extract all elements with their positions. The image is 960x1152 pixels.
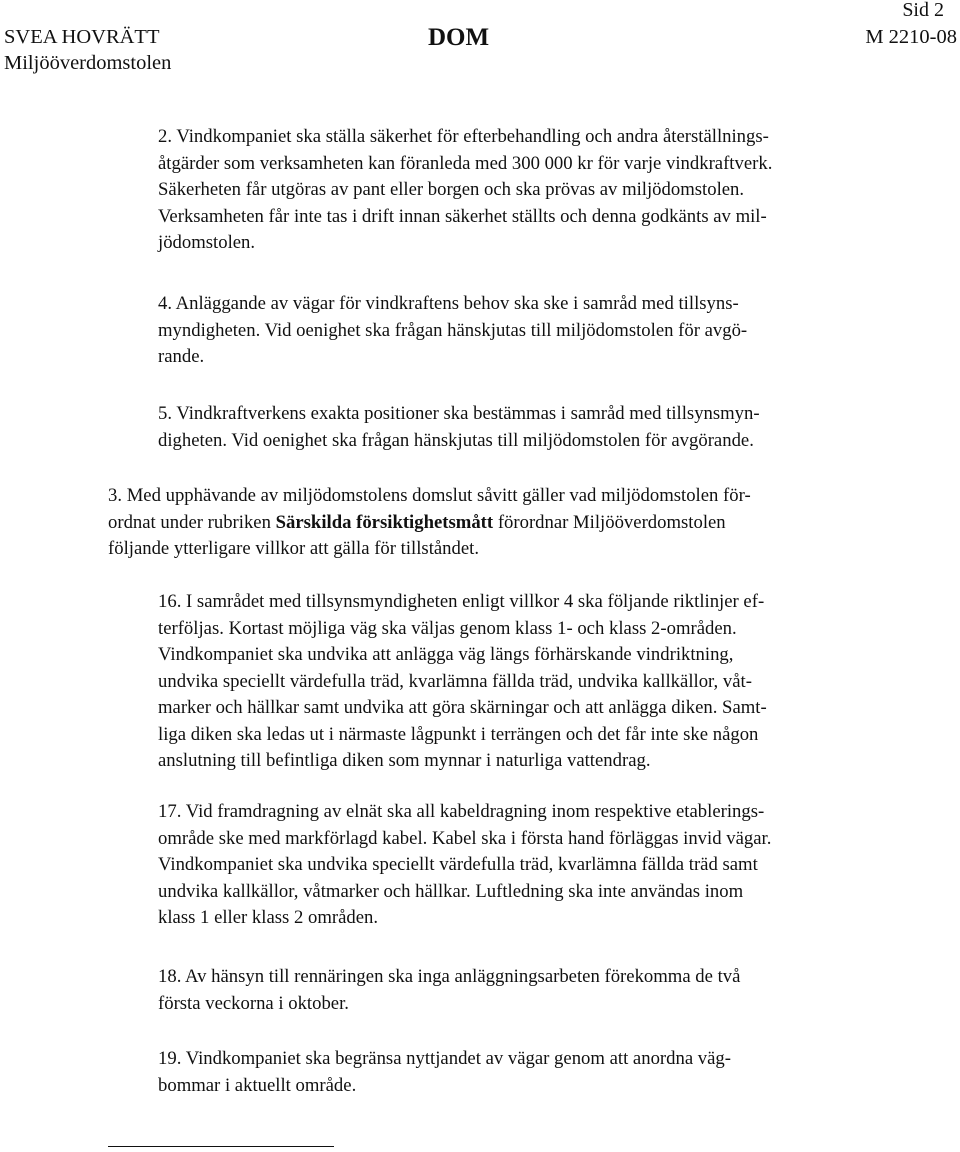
condition-4 bbox=[158, 291, 930, 371]
text-line: 16. I samrådet med tillsynsmyndigheten enligt villkor 4 ska följande riktlinjer ef- bbox=[158, 591, 765, 612]
text-line: åtgärder som verksamheten kan föranleda med 300 000 kr för varje vindkraftverk. bbox=[158, 152, 773, 174]
text-line: 3. Med upphävande av miljödomstolens domslut såvitt gäller vad miljödomstolen för- bbox=[108, 485, 751, 506]
condition-2 bbox=[158, 124, 930, 257]
condition-17 bbox=[158, 799, 930, 932]
text-line: Vindkompaniet ska undvika att anlägga väg längs förhärskande vindriktning, bbox=[158, 644, 734, 665]
text-line: undvika speciellt värdefulla träd, kvarlämna fällda träd, undvika kallkällor, våt- bbox=[158, 670, 752, 692]
text-line: undvika kallkällor, våtmarker och hällkar. Luftledning ska inte användas inom bbox=[158, 880, 744, 902]
text-line: första veckorna i oktober. bbox=[158, 992, 349, 1014]
court-name: SVEA HOVRÄTT bbox=[4, 26, 160, 48]
text-line: Vindkompaniet ska undvika speciellt värdefulla träd, kvarlämna fällda träd samt bbox=[158, 854, 758, 875]
text-line: jödomstolen. bbox=[158, 232, 256, 253]
text-line: anslutning till befintliga diken som mynnar i naturliga vattendrag. bbox=[158, 750, 651, 771]
case-number: M 2210-08 bbox=[865, 26, 957, 48]
text-line bbox=[108, 510, 930, 537]
text-line: följande ytterligare villkor att gälla för tillståndet. bbox=[108, 538, 480, 559]
condition-16 bbox=[158, 589, 930, 775]
header-left bbox=[4, 24, 171, 76]
condition-19 bbox=[158, 1046, 930, 1099]
heading-reference: Särskilda försiktighetsmått bbox=[275, 511, 494, 533]
ruling-3 bbox=[108, 483, 930, 563]
text-line: klass 1 eller klass 2 områden. bbox=[158, 907, 379, 928]
text-line: Säkerheten får utgöras av pant eller borgen och ska prövas av miljödomstolen. bbox=[158, 179, 745, 200]
text-line: bommar i aktuellt område. bbox=[158, 1074, 357, 1096]
page-number: Sid 2 bbox=[902, 0, 944, 21]
text-line: digheten. Vid oenighet ska frågan hänskjutas till miljödomstolen för avgörande. bbox=[158, 429, 754, 451]
text-run: förordnar Miljööverdomstolen bbox=[493, 511, 726, 533]
text-line: terföljas. Kortast möjliga väg ska väljas genom klass 1- och klass 2-områden. bbox=[158, 617, 737, 639]
text-line: marker och hällkar samt undvika att göra skärningar och att anlägga diken. Samt- bbox=[158, 697, 767, 718]
condition-5 bbox=[158, 401, 930, 454]
text-line: 19. Vindkompaniet ska begränsa nyttjandet av vägar genom att anordna väg- bbox=[158, 1048, 731, 1069]
text-line: 5. Vindkraftverkens exakta positioner ska bestämmas i samråd med tillsynsmyn- bbox=[158, 403, 760, 424]
condition-18 bbox=[158, 964, 930, 1017]
text-run: ordnat under rubriken bbox=[108, 511, 276, 533]
text-line: 2. Vindkompaniet ska ställa säkerhet för efterbehandling och andra återställnings- bbox=[158, 126, 769, 147]
text-line: Verksamheten får inte tas i drift innan säkerhet ställts och denna godkänts av mil- bbox=[158, 205, 767, 227]
document-type: DOM bbox=[428, 24, 490, 51]
text-line: område ske med markförlagd kabel. Kabel ska i första hand förläggas invid vägar. bbox=[158, 827, 772, 849]
text-line: liga diken ska ledas ut i närmaste lågpunkt i terrängen och det får inte ske någon bbox=[158, 723, 759, 745]
text-line: 17. Vid framdragning av elnät ska all kabeldragning inom respektive etablerings- bbox=[158, 801, 765, 822]
text-line: 18. Av hänsyn till rennäringen ska inga anläggningsarbeten förekomma de två bbox=[158, 966, 741, 987]
footnote-separator bbox=[108, 1146, 334, 1147]
text-line: myndigheten. Vid oenighet ska frågan hänskjutas till miljödomstolen för avgö- bbox=[158, 319, 748, 341]
text-line: rande. bbox=[158, 346, 205, 367]
court-department: Miljööverdomstolen bbox=[4, 52, 172, 74]
text-line: 4. Anläggande av vägar för vindkraftens behov ska ske i samråd med tillsyns- bbox=[158, 293, 739, 314]
